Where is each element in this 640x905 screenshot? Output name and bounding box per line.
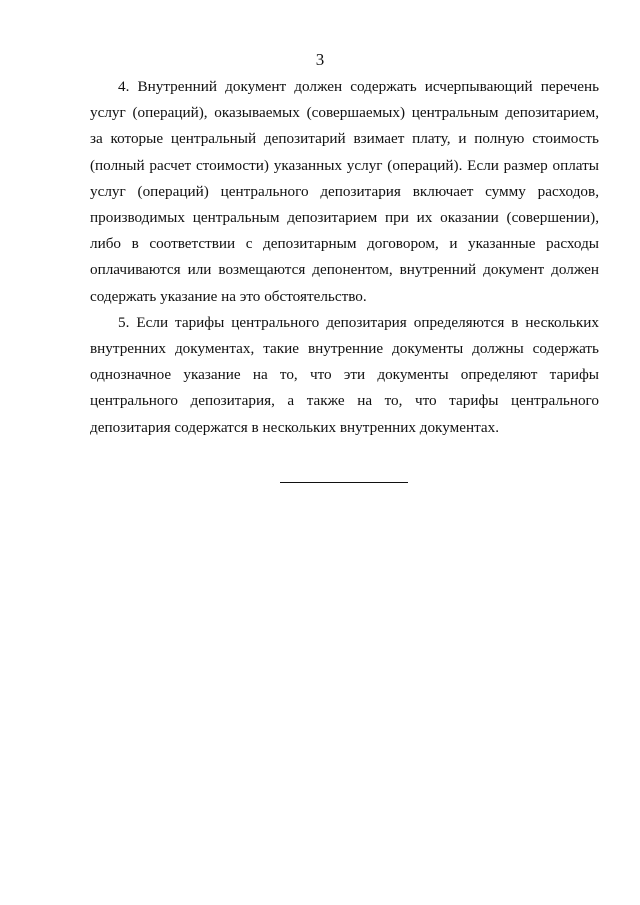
text-line: (полный расчет стоимости) указанных услуг (операций). Если размер оплаты xyxy=(90,156,599,174)
text-line: 4. Внутренний документ должен содержать исчерпывающий перечень xyxy=(118,78,599,95)
text-line: 5. Если тарифы центрального депозитария определяются в нескольких xyxy=(118,313,599,331)
document-body xyxy=(90,74,599,441)
text-line: услуг (операций), оказываемых (совершаемых) центральным депозитарием, xyxy=(90,104,599,122)
text-line: услуг (операций) центрального депозитария включает сумму расходов, xyxy=(90,182,599,200)
paragraph-5 xyxy=(90,310,599,441)
text-line: оплачиваются или возмещаются депонентом, внутренний документ должен xyxy=(90,261,599,279)
text-line: за которые центральный депозитарий взимает плату, и полную стоимость xyxy=(90,130,599,148)
paragraph-4 xyxy=(90,74,599,310)
end-separator-line xyxy=(280,482,408,483)
text-line: однозначное указание на то, что эти документы определяют тарифы xyxy=(90,366,599,384)
text-line: внутренних документах, такие внутренние документы должны содержать xyxy=(90,340,599,358)
text-line: содержать указание на это обстоятельство. xyxy=(90,287,367,305)
page-number: 3 xyxy=(315,50,325,69)
text-line: центрального депозитария, а также на то, что тарифы центрального xyxy=(90,392,599,410)
text-line: производимых центральным депозитарием при их оказании (совершении), xyxy=(90,209,599,227)
text-line: либо в соответствии с депозитарным договором, и указанные расходы xyxy=(90,235,599,253)
text-line: депозитария содержатся в нескольких внутренних документах. xyxy=(90,418,500,436)
